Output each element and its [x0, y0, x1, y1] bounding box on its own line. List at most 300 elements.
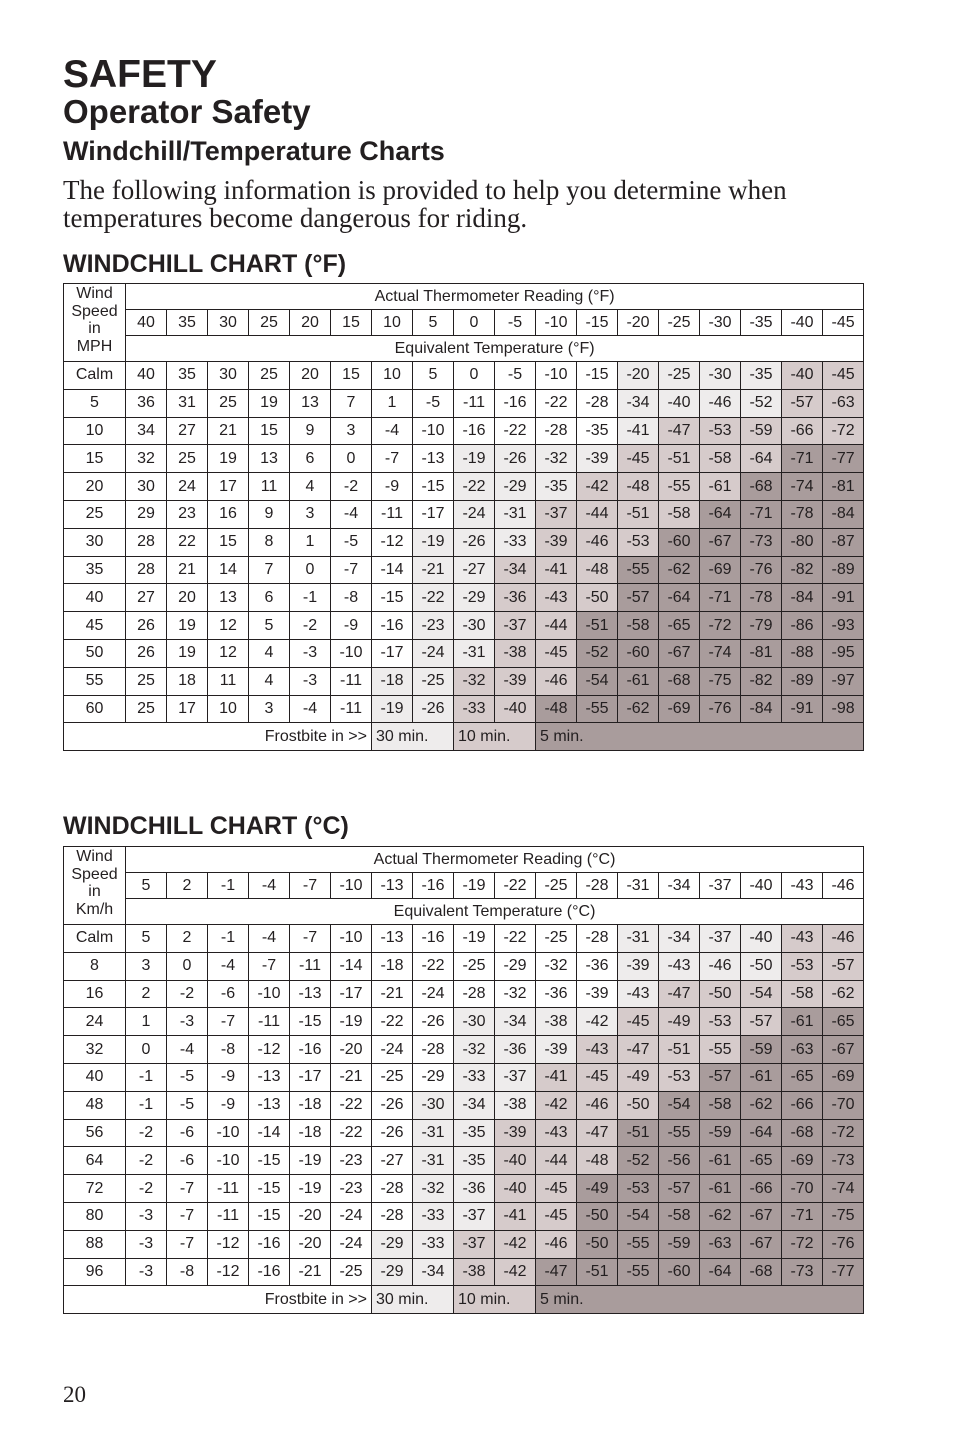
- windchill-cell: -66: [782, 1091, 823, 1119]
- wind-speed-cell: 96: [64, 1258, 126, 1286]
- windchill-cell: -4: [290, 695, 331, 723]
- windchill-cell: -78: [741, 584, 782, 612]
- actual-temperature-label: Actual Thermometer Reading (°F): [126, 284, 864, 310]
- windchill-cell: -40: [782, 362, 823, 390]
- windchill-row: [64, 1063, 864, 1091]
- windchill-cell: -46: [577, 528, 618, 556]
- windchill-cell: -62: [618, 695, 659, 723]
- windchill-cell: -47: [577, 1119, 618, 1147]
- frostbite-zone-1: 30 min.: [372, 723, 454, 751]
- windchill-cell: -95: [823, 639, 864, 667]
- windchill-cell: -25: [536, 925, 577, 953]
- wind-speed-cell: 64: [64, 1147, 126, 1175]
- windchill-cell: -12: [208, 1230, 249, 1258]
- windchill-cell: 19: [208, 445, 249, 473]
- windchill-cell: 40: [126, 362, 167, 390]
- windchill-cell: -82: [782, 556, 823, 584]
- temperature-header-cell: 0: [454, 310, 495, 336]
- windchill-cell: -22: [413, 584, 454, 612]
- windchill-cell: 14: [208, 556, 249, 584]
- windchill-cell: 16: [208, 500, 249, 528]
- windchill-row: [64, 612, 864, 640]
- windchill-cell: -89: [782, 667, 823, 695]
- windchill-row: [64, 925, 864, 953]
- windchill-cell: -55: [618, 1258, 659, 1286]
- windchill-cell: -26: [413, 695, 454, 723]
- windchill-cell: -73: [741, 528, 782, 556]
- windchill-cell: -22: [331, 1119, 372, 1147]
- windchill-cell: -74: [823, 1175, 864, 1203]
- windchill-cell: 12: [208, 612, 249, 640]
- windchill-cell: -3: [126, 1202, 167, 1230]
- windchill-cell: -63: [823, 389, 864, 417]
- windchill-cell: 6: [290, 445, 331, 473]
- windchill-cell: -16: [495, 389, 536, 417]
- windchill-cell: -75: [823, 1202, 864, 1230]
- windchill-cell: -69: [823, 1063, 864, 1091]
- windchill-cell: 3: [290, 500, 331, 528]
- windchill-cell: -72: [823, 417, 864, 445]
- windchill-row: [64, 1147, 864, 1175]
- windchill-cell: -34: [495, 556, 536, 584]
- windchill-cell: 0: [454, 362, 495, 390]
- wind-speed-cell: 16: [64, 980, 126, 1008]
- windchill-cell: 24: [167, 473, 208, 501]
- windchill-cell: -15: [413, 473, 454, 501]
- windchill-cell: -64: [741, 445, 782, 473]
- windchill-cell: -71: [741, 500, 782, 528]
- wind-speed-label-line: Wind: [76, 848, 113, 865]
- windchill-cell: -15: [372, 584, 413, 612]
- windchill-cell: -48: [618, 473, 659, 501]
- wind-speed-cell: 50: [64, 639, 126, 667]
- windchill-cell: 30: [126, 473, 167, 501]
- windchill-cell: -34: [454, 1091, 495, 1119]
- windchill-cell: -62: [659, 556, 700, 584]
- windchill-row: [64, 952, 864, 980]
- windchill-cell: -72: [782, 1230, 823, 1258]
- windchill-cell: 9: [290, 417, 331, 445]
- frostbite-zone-2: 10 min.: [454, 723, 536, 751]
- windchill-cell: -87: [823, 528, 864, 556]
- windchill-cell: 29: [126, 500, 167, 528]
- windchill-cell: -15: [290, 1008, 331, 1036]
- windchill-cell: -40: [495, 1175, 536, 1203]
- windchill-row: [64, 695, 864, 723]
- windchill-cell: 35: [167, 362, 208, 390]
- windchill-cell: -37: [454, 1202, 495, 1230]
- windchill-cell: -66: [782, 417, 823, 445]
- windchill-cell: -38: [536, 1008, 577, 1036]
- windchill-cell: -39: [536, 528, 577, 556]
- windchill-cell: -24: [413, 639, 454, 667]
- frostbite-label: Frostbite in >>: [64, 1286, 372, 1314]
- windchill-cell: -2: [167, 980, 208, 1008]
- windchill-cell: 13: [290, 389, 331, 417]
- windchill-cell: 7: [331, 389, 372, 417]
- windchill-cell: -50: [741, 952, 782, 980]
- windchill-cell: -59: [659, 1230, 700, 1258]
- windchill-cell: -53: [700, 417, 741, 445]
- windchill-cell: 5: [126, 925, 167, 953]
- windchill-cell: -25: [413, 667, 454, 695]
- windchill-cell: -28: [577, 925, 618, 953]
- temperature-header-cell: -31: [618, 873, 659, 899]
- windchill-cell: -50: [577, 1202, 618, 1230]
- windchill-cell: -53: [700, 1008, 741, 1036]
- windchill-cell: -27: [372, 1147, 413, 1175]
- windchill-cell: -30: [454, 612, 495, 640]
- windchill-cell: -2: [331, 473, 372, 501]
- windchill-cell: -7: [167, 1230, 208, 1258]
- windchill-cell: -11: [208, 1175, 249, 1203]
- windchill-cell: -13: [249, 1091, 290, 1119]
- windchill-cell: -88: [782, 639, 823, 667]
- windchill-cell: 5: [413, 362, 454, 390]
- windchill-cell: -63: [782, 1036, 823, 1064]
- windchill-cell: -24: [331, 1202, 372, 1230]
- windchill-cell: -9: [208, 1063, 249, 1091]
- header-row: [64, 899, 864, 925]
- windchill-cell: -60: [618, 639, 659, 667]
- windchill-cell: -77: [823, 445, 864, 473]
- windchill-cell: -50: [577, 1230, 618, 1258]
- windchill-cell: -72: [823, 1119, 864, 1147]
- windchill-cell: -20: [290, 1202, 331, 1230]
- windchill-cell: -10: [536, 362, 577, 390]
- temperature-header-cell: 25: [249, 310, 290, 336]
- windchill-row: [64, 639, 864, 667]
- temperature-header-row: [64, 310, 864, 336]
- windchill-cell: -38: [454, 1258, 495, 1286]
- frostbite-zone-1: 30 min.: [372, 1286, 454, 1314]
- windchill-cell: 1: [372, 389, 413, 417]
- windchill-cell: 2: [126, 980, 167, 1008]
- temperature-header-cell: -7: [290, 873, 331, 899]
- wind-speed-label-line: in: [88, 883, 101, 900]
- windchill-row: [64, 528, 864, 556]
- wind-speed-cell: 24: [64, 1008, 126, 1036]
- windchill-cell: -14: [372, 556, 413, 584]
- frostbite-zone-3: 5 min.: [536, 1286, 864, 1314]
- windchill-cell: 4: [249, 667, 290, 695]
- windchill-cell: -54: [618, 1202, 659, 1230]
- windchill-cell: -54: [577, 667, 618, 695]
- windchill-cell: -46: [700, 952, 741, 980]
- windchill-cell: -14: [249, 1119, 290, 1147]
- windchill-cell: -51: [577, 1258, 618, 1286]
- windchill-cell: -10: [331, 925, 372, 953]
- windchill-cell: -25: [659, 362, 700, 390]
- windchill-cell: -28: [372, 1175, 413, 1203]
- windchill-cell: -24: [331, 1230, 372, 1258]
- windchill-cell: -39: [495, 667, 536, 695]
- windchill-cell: -35: [741, 362, 782, 390]
- windchill-cell: -47: [659, 980, 700, 1008]
- windchill-cell: -34: [618, 389, 659, 417]
- chart-title-fahrenheit: WINDCHILL CHART (°F): [63, 250, 347, 278]
- windchill-cell: 25: [167, 445, 208, 473]
- windchill-cell: -7: [167, 1175, 208, 1203]
- windchill-cell: 5: [249, 612, 290, 640]
- windchill-cell: -36: [495, 584, 536, 612]
- temperature-header-cell: 5: [126, 873, 167, 899]
- windchill-cell: 15: [208, 528, 249, 556]
- wind-speed-label-line: MPH: [76, 337, 113, 355]
- wind-speed-label-line: in: [88, 320, 101, 337]
- temperature-header-cell: -40: [741, 873, 782, 899]
- wind-speed-header: [64, 284, 126, 362]
- windchill-cell: -70: [782, 1175, 823, 1203]
- windchill-cell: -24: [413, 980, 454, 1008]
- windchill-cell: -33: [413, 1230, 454, 1258]
- windchill-cell: -30: [413, 1091, 454, 1119]
- windchill-cell: -22: [495, 925, 536, 953]
- windchill-cell: -62: [700, 1202, 741, 1230]
- windchill-cell: -42: [495, 1258, 536, 1286]
- windchill-cell: -58: [659, 500, 700, 528]
- windchill-cell: -31: [495, 500, 536, 528]
- windchill-cell: -59: [700, 1119, 741, 1147]
- wind-speed-cell: 25: [64, 500, 126, 528]
- windchill-row: [64, 445, 864, 473]
- windchill-cell: -59: [741, 1036, 782, 1064]
- windchill-cell: -45: [618, 445, 659, 473]
- windchill-cell: -21: [290, 1258, 331, 1286]
- windchill-cell: -16: [413, 925, 454, 953]
- windchill-cell: -11: [208, 1202, 249, 1230]
- windchill-cell: -51: [659, 445, 700, 473]
- windchill-cell: -62: [823, 980, 864, 1008]
- frostbite-row: [64, 723, 864, 751]
- windchill-cell: -10: [249, 980, 290, 1008]
- windchill-cell: -44: [536, 1147, 577, 1175]
- wind-speed-cell: 20: [64, 473, 126, 501]
- windchill-cell: -29: [454, 584, 495, 612]
- windchill-cell: -71: [782, 1202, 823, 1230]
- windchill-cell: -72: [700, 612, 741, 640]
- windchill-cell: -13: [372, 925, 413, 953]
- windchill-cell: -29: [413, 1063, 454, 1091]
- windchill-cell: -6: [167, 1119, 208, 1147]
- windchill-cell: -16: [249, 1258, 290, 1286]
- temperature-header-cell: 10: [372, 310, 413, 336]
- wind-speed-label-line: Km/h: [75, 900, 114, 918]
- windchill-cell: -34: [659, 925, 700, 953]
- windchill-cell: -20: [290, 1230, 331, 1258]
- windchill-cell: -30: [700, 362, 741, 390]
- windchill-cell: -9: [208, 1091, 249, 1119]
- windchill-cell: -4: [249, 925, 290, 953]
- windchill-cell: -5: [495, 362, 536, 390]
- windchill-cell: -16: [372, 612, 413, 640]
- windchill-cell: -22: [536, 389, 577, 417]
- temperature-header-cell: -5: [495, 310, 536, 336]
- windchill-cell: -12: [249, 1036, 290, 1064]
- windchill-cell: -89: [823, 556, 864, 584]
- windchill-cell: -81: [823, 473, 864, 501]
- windchill-cell: -50: [700, 980, 741, 1008]
- windchill-cell: -69: [700, 556, 741, 584]
- windchill-cell: 26: [126, 612, 167, 640]
- equivalent-temperature-label: Equivalent Temperature (°C): [126, 899, 864, 925]
- windchill-cell: -57: [782, 389, 823, 417]
- windchill-row: [64, 1119, 864, 1147]
- windchill-cell: -52: [577, 639, 618, 667]
- temperature-header-cell: -43: [782, 873, 823, 899]
- header-row: [64, 847, 864, 873]
- windchill-cell: -2: [126, 1119, 167, 1147]
- windchill-cell: -57: [700, 1063, 741, 1091]
- windchill-cell: -58: [618, 612, 659, 640]
- windchill-cell: -19: [290, 1147, 331, 1175]
- windchill-cell: -40: [741, 925, 782, 953]
- windchill-cell: 22: [167, 528, 208, 556]
- temperature-header-cell: -28: [577, 873, 618, 899]
- windchill-cell: 13: [208, 584, 249, 612]
- windchill-row: [64, 1175, 864, 1203]
- windchill-cell: 3: [331, 417, 372, 445]
- windchill-cell: 1: [126, 1008, 167, 1036]
- windchill-cell: 15: [331, 362, 372, 390]
- windchill-cell: -65: [659, 612, 700, 640]
- windchill-cell: 0: [167, 952, 208, 980]
- wind-speed-cell: 55: [64, 667, 126, 695]
- temperature-header-cell: -10: [331, 873, 372, 899]
- windchill-cell: -65: [782, 1063, 823, 1091]
- windchill-cell: -2: [126, 1147, 167, 1175]
- windchill-cell: -46: [577, 1091, 618, 1119]
- windchill-cell: -35: [577, 417, 618, 445]
- temperature-header-cell: 40: [126, 310, 167, 336]
- windchill-cell: -4: [208, 952, 249, 980]
- windchill-cell: 11: [208, 667, 249, 695]
- temperature-header-cell: -19: [454, 873, 495, 899]
- windchill-cell: -20: [331, 1036, 372, 1064]
- windchill-cell: -51: [618, 500, 659, 528]
- windchill-row: [64, 417, 864, 445]
- windchill-cell: -11: [372, 500, 413, 528]
- windchill-cell: 28: [126, 528, 167, 556]
- header-row: [64, 336, 864, 362]
- windchill-cell: 13: [249, 445, 290, 473]
- temperature-header-cell: -37: [700, 873, 741, 899]
- header-row: [64, 284, 864, 310]
- windchill-cell: -11: [454, 389, 495, 417]
- windchill-cell: -39: [536, 1036, 577, 1064]
- windchill-cell: -10: [413, 417, 454, 445]
- windchill-cell: 4: [290, 473, 331, 501]
- windchill-cell: -36: [454, 1175, 495, 1203]
- windchill-cell: -26: [495, 445, 536, 473]
- wind-speed-cell: 15: [64, 445, 126, 473]
- wind-speed-cell: 10: [64, 417, 126, 445]
- windchill-cell: -31: [413, 1119, 454, 1147]
- windchill-cell: -11: [331, 667, 372, 695]
- windchill-cell: -7: [331, 556, 372, 584]
- windchill-cell: -24: [372, 1036, 413, 1064]
- windchill-cell: 10: [208, 695, 249, 723]
- windchill-cell: -28: [454, 980, 495, 1008]
- windchill-cell: -29: [372, 1258, 413, 1286]
- windchill-cell: -76: [823, 1230, 864, 1258]
- windchill-cell: -10: [208, 1119, 249, 1147]
- windchill-cell: -22: [454, 473, 495, 501]
- windchill-cell: -51: [659, 1036, 700, 1064]
- wind-speed-label-line: Speed: [71, 865, 118, 883]
- wind-speed-cell: 56: [64, 1119, 126, 1147]
- windchill-cell: -43: [782, 925, 823, 953]
- windchill-cell: -75: [700, 667, 741, 695]
- windchill-cell: -22: [413, 952, 454, 980]
- windchill-cell: 31: [167, 389, 208, 417]
- windchill-cell: -53: [659, 1063, 700, 1091]
- windchill-cell: 20: [290, 362, 331, 390]
- windchill-cell: -55: [659, 1119, 700, 1147]
- windchill-cell: 36: [126, 389, 167, 417]
- windchill-cell: -64: [741, 1119, 782, 1147]
- windchill-cell: -6: [167, 1147, 208, 1175]
- windchill-cell: -39: [495, 1119, 536, 1147]
- wind-speed-cell: 30: [64, 528, 126, 556]
- temperature-header-cell: -16: [413, 873, 454, 899]
- windchill-cell: -34: [413, 1258, 454, 1286]
- wind-speed-cell: 88: [64, 1230, 126, 1258]
- windchill-cell: -41: [536, 1063, 577, 1091]
- subsection-title: Operator Safety: [63, 93, 311, 130]
- temperature-header-cell: 2: [167, 873, 208, 899]
- windchill-cell: -57: [823, 952, 864, 980]
- windchill-cell: -13: [290, 980, 331, 1008]
- windchill-cell: -15: [249, 1175, 290, 1203]
- windchill-cell: -23: [331, 1175, 372, 1203]
- windchill-cell: 19: [167, 639, 208, 667]
- windchill-cell: -29: [495, 473, 536, 501]
- temperature-header-cell: 5: [413, 310, 454, 336]
- windchill-cell: -69: [659, 695, 700, 723]
- windchill-cell: -19: [413, 528, 454, 556]
- windchill-cell: -66: [741, 1175, 782, 1203]
- windchill-cell: -43: [618, 980, 659, 1008]
- windchill-cell: -58: [700, 445, 741, 473]
- windchill-cell: -55: [577, 695, 618, 723]
- windchill-cell: -48: [577, 1147, 618, 1175]
- temperature-header-cell: -34: [659, 873, 700, 899]
- chart-title-celsius: WINDCHILL CHART (°C): [63, 812, 349, 840]
- windchill-cell: -18: [372, 952, 413, 980]
- windchill-cell: -46: [700, 389, 741, 417]
- windchill-cell: 19: [249, 389, 290, 417]
- windchill-cell: 25: [126, 667, 167, 695]
- windchill-cell: -74: [782, 473, 823, 501]
- windchill-cell: -19: [290, 1175, 331, 1203]
- temperature-header-row: [64, 873, 864, 899]
- windchill-cell: -84: [782, 584, 823, 612]
- windchill-cell: -43: [536, 584, 577, 612]
- windchill-cell: -31: [413, 1147, 454, 1175]
- windchill-cell: -29: [495, 952, 536, 980]
- windchill-cell: -61: [741, 1063, 782, 1091]
- windchill-cell: -53: [782, 952, 823, 980]
- windchill-cell: -64: [659, 584, 700, 612]
- windchill-row: [64, 556, 864, 584]
- windchill-cell: -45: [536, 1175, 577, 1203]
- windchill-cell: -29: [372, 1230, 413, 1258]
- windchill-cell: -44: [577, 500, 618, 528]
- windchill-cell: -3: [126, 1258, 167, 1286]
- windchill-cell: -33: [454, 695, 495, 723]
- frostbite-label: Frostbite in >>: [64, 723, 372, 751]
